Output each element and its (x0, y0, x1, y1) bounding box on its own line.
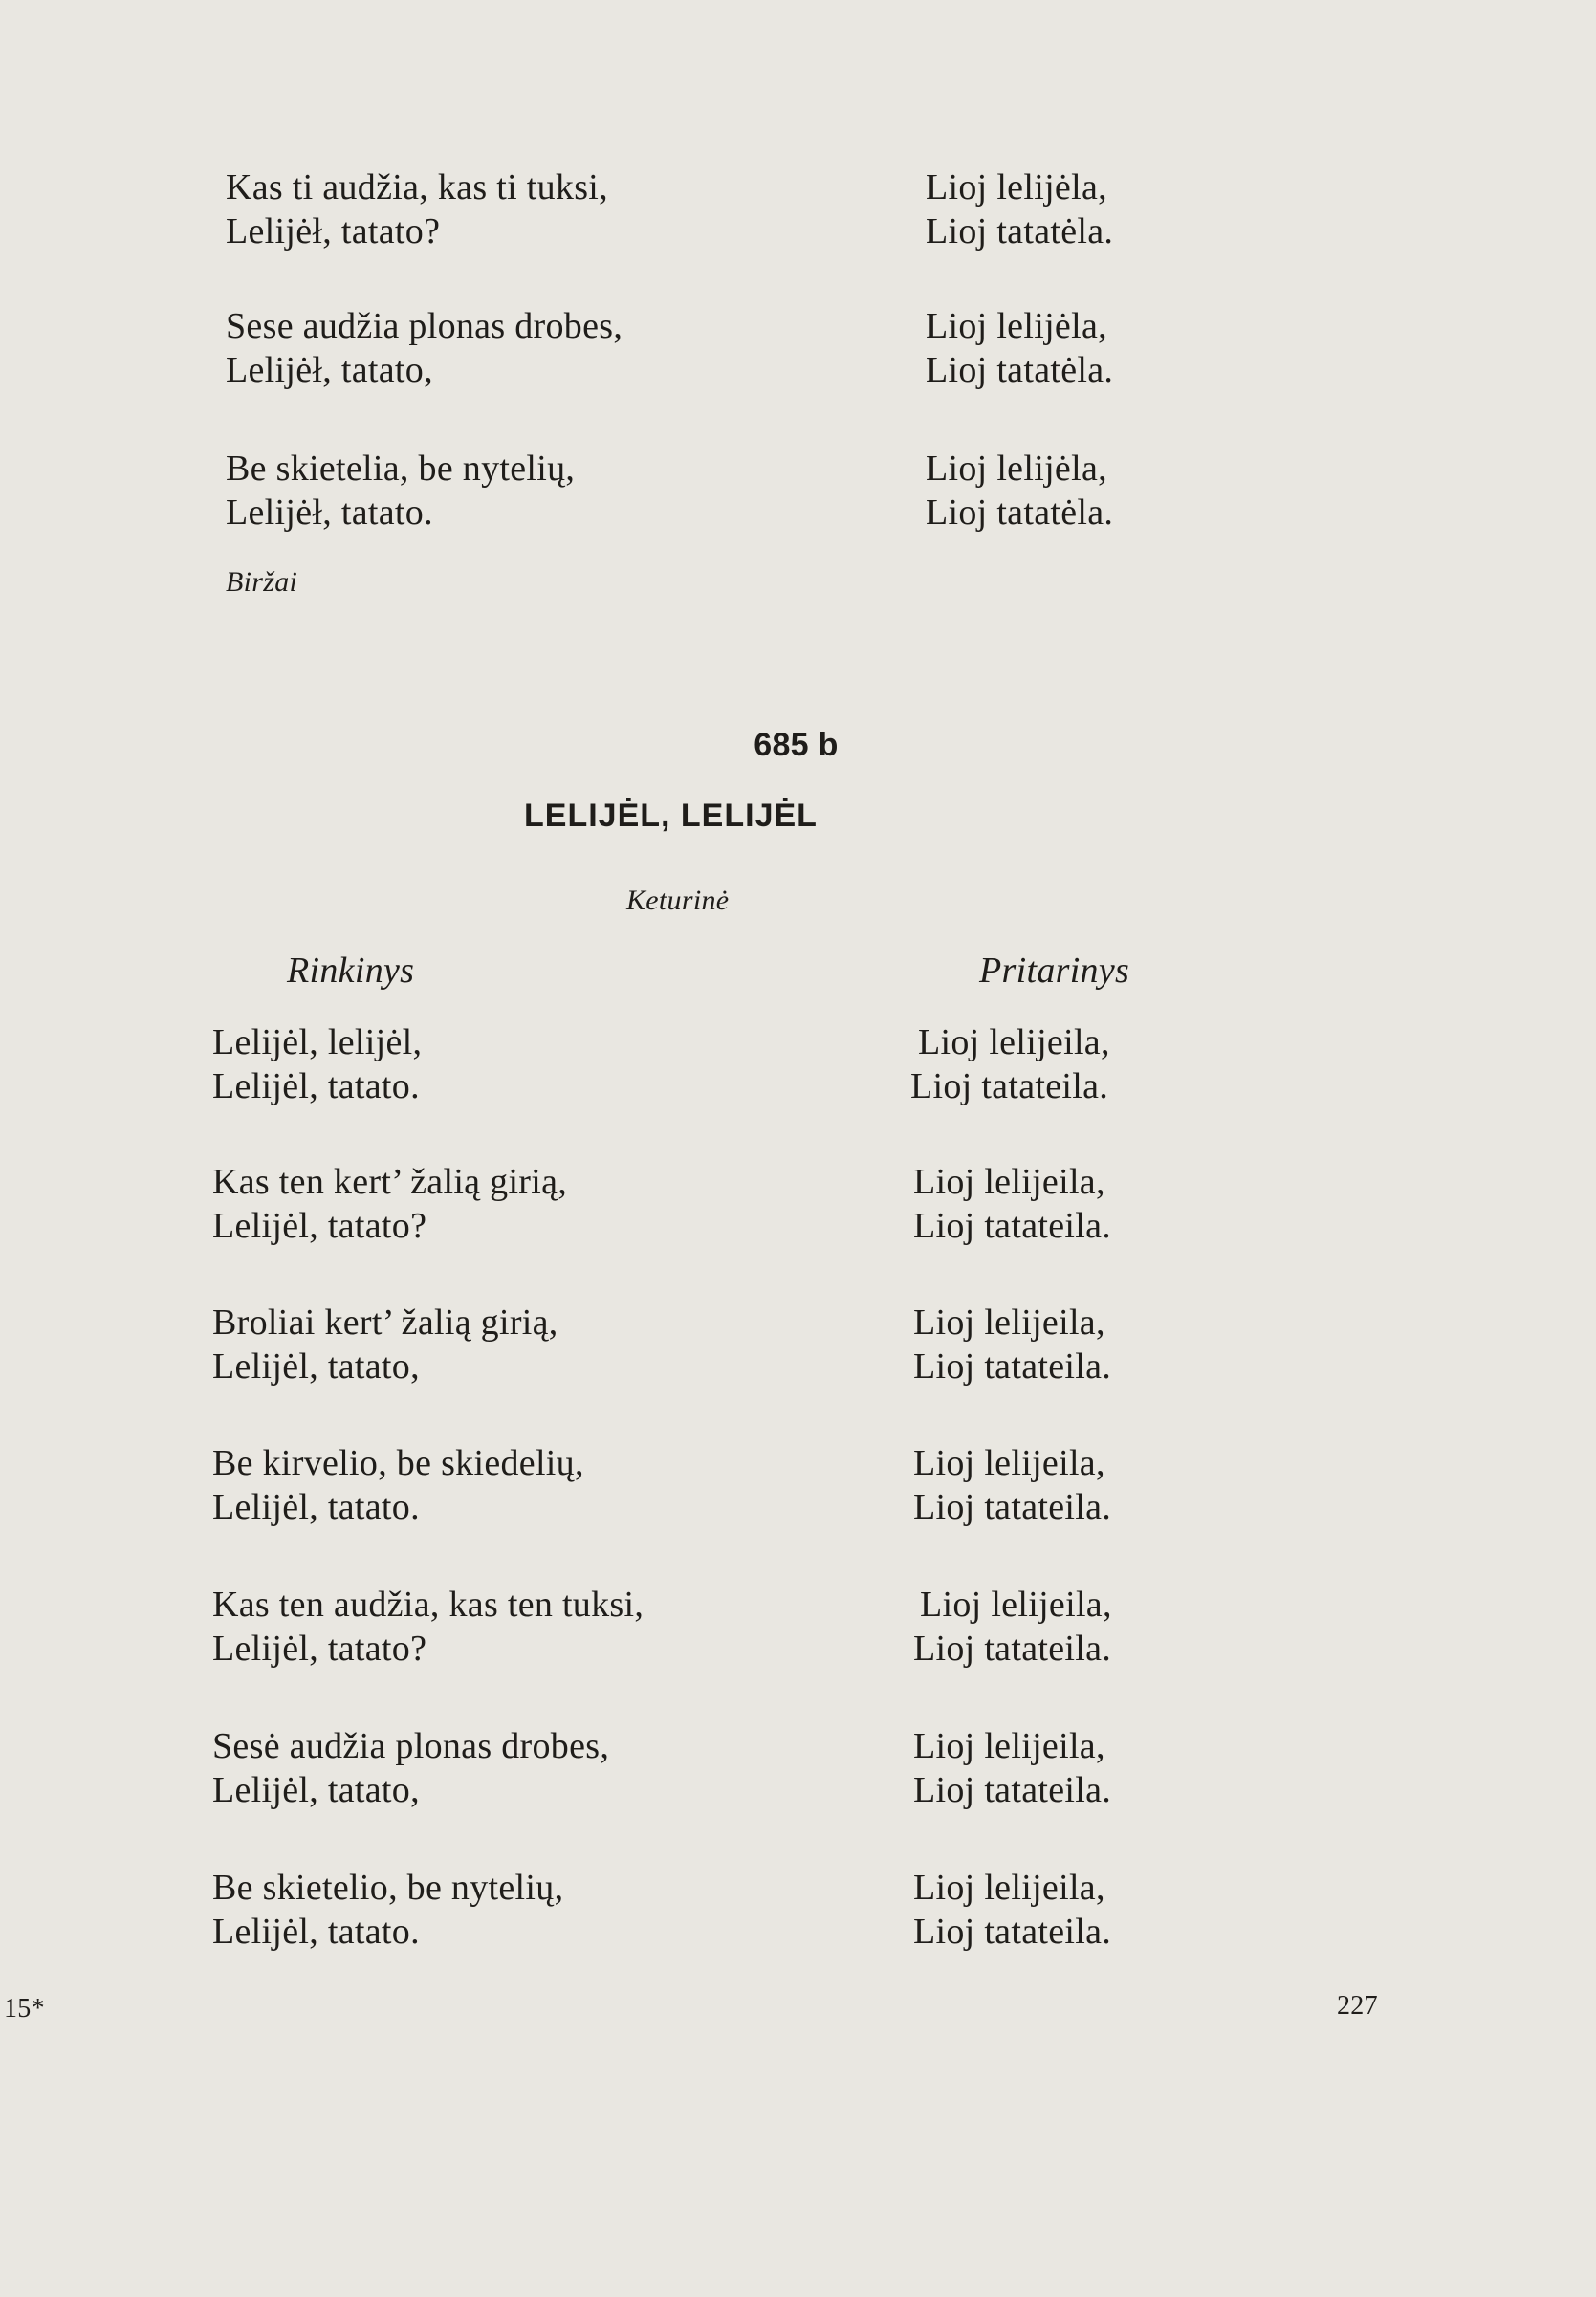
stanza-3-refrain-1: Lioj lelijeila, (913, 1302, 1105, 1343)
top-stanza-3-line-1: Be skietelia, be nytelių, (226, 448, 576, 489)
song-title: LELIJĖL, LELIJĖL (524, 798, 818, 834)
stanza-7-refrain-2: Lioj tatateila. (913, 1912, 1112, 1952)
stanza-4-line-2: Lelijėl, tatato. (212, 1487, 420, 1527)
stanza-2-refrain-2: Lioj tatateila. (913, 1206, 1112, 1246)
stanza-6-refrain-2: Lioj tatateila. (913, 1770, 1112, 1810)
stanza-4-refrain-2: Lioj tatateila. (913, 1487, 1112, 1527)
stanza-3-line-2: Lelijėl, tatato, (212, 1346, 420, 1387)
stanza-1-refrain-1: Lioj lelijeila, (918, 1022, 1110, 1062)
stanza-6-refrain-1: Lioj lelijeila, (913, 1726, 1105, 1766)
stanza-2-line-1: Kas ten kert’ žalią girią, (212, 1162, 568, 1202)
top-stanza-3-refrain-2: Lioj tatatėla. (926, 492, 1114, 533)
top-stanza-1-refrain-1: Lioj lelijėla, (926, 167, 1107, 208)
stanza-5-refrain-1: Lioj lelijeila, (920, 1585, 1112, 1625)
top-stanza-1-refrain-2: Lioj tatatėla. (926, 211, 1114, 252)
top-stanza-2-refrain-1: Lioj lelijėla, (926, 306, 1107, 346)
stanza-6-line-1: Sesė audžia plonas drobes, (212, 1726, 610, 1766)
top-stanza-2-refrain-2: Lioj tatatėla. (926, 350, 1114, 390)
stanza-1-line-2: Lelijėl, tatato. (212, 1066, 420, 1106)
stanza-4-refrain-1: Lioj lelijeila, (913, 1443, 1105, 1483)
top-stanza-3-line-2: Lelijėł, tatato. (226, 492, 433, 533)
top-stanza-2-line-1: Sese audžia plonas drobes, (226, 306, 623, 346)
stanza-7-line-1: Be skietelio, be nytelių, (212, 1868, 564, 1908)
stanza-4-line-1: Be kirvelio, be skiedelių, (212, 1443, 584, 1483)
stanza-5-refrain-2: Lioj tatateila. (913, 1629, 1112, 1669)
top-stanza-3-refrain-1: Lioj lelijėla, (926, 448, 1107, 489)
stanza-2-line-2: Lelijėl, tatato? (212, 1206, 427, 1246)
song-subtitle: Keturinė (626, 885, 730, 916)
song-number (0, 723, 1596, 767)
top-stanza-2-line-2: Lelijėł, tatato, (226, 350, 433, 390)
signature-mark: 15* (4, 1994, 45, 2024)
stanza-7-refrain-1: Lioj lelijeila, (913, 1868, 1105, 1908)
stanza-1-refrain-2: Lioj tatateila. (910, 1066, 1109, 1106)
top-stanza-1-line-2: Lelijėł, tatato? (226, 211, 441, 252)
stanza-2-refrain-1: Lioj lelijeila, (913, 1162, 1105, 1202)
right-column-header: Pritarinys (979, 951, 1130, 991)
stanza-6-line-2: Lelijėl, tatato, (212, 1770, 420, 1810)
top-stanza-1-line-1: Kas ti audžia, kas ti tuksi, (226, 167, 608, 208)
left-column-header: Rinkinys (287, 951, 415, 991)
stanza-3-line-1: Broliai kert’ žalią girią, (212, 1302, 558, 1343)
place-of-record: Biržai (226, 566, 298, 598)
stanza-3-refrain-2: Lioj tatateila. (913, 1346, 1112, 1387)
stanza-5-line-1: Kas ten audžia, kas ten tuksi, (212, 1585, 645, 1625)
stanza-7-line-2: Lelijėl, tatato. (212, 1912, 420, 1952)
page-number: 227 (1337, 1991, 1378, 2021)
stanza-5-line-2: Lelijėl, tatato? (212, 1629, 427, 1669)
stanza-1-line-1: Lelijėl, lelijėl, (212, 1022, 423, 1062)
song-number-text: 685 b (754, 727, 839, 763)
